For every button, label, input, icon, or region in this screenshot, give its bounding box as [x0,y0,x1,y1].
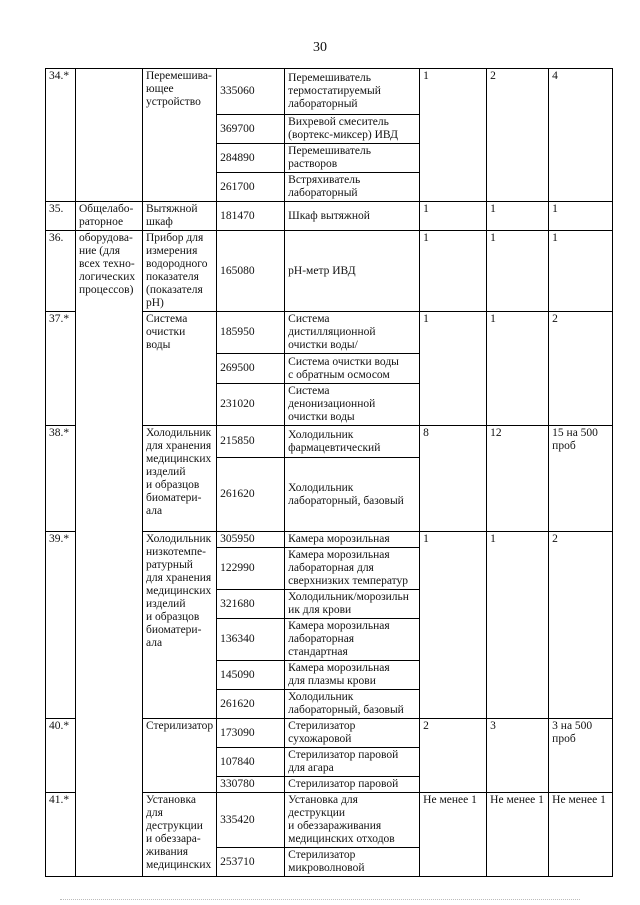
quantity-3: 15 на 500 проб [549,426,613,532]
quantity-3: 1 [549,231,613,312]
item-name: Стерилизатор паровой [285,777,420,793]
item-name: Вихревой смеситель (вортекс-миксер) ИВД [285,115,420,144]
equipment-table [45,68,613,877]
nkmi-code: 173090 [217,719,285,748]
nkmi-code: 181470 [217,202,285,231]
device-type: Установка для деструкции и обеззара- живания медицинских [143,793,217,877]
quantity-2: 1 [487,231,549,312]
item-name: Стерилизатор микроволновой [285,848,420,877]
nkmi-code: 253710 [217,848,285,877]
nkmi-code: 284890 [217,144,285,173]
quantity-1: 1 [420,312,487,426]
quantity-1: Не менее 1 [420,793,487,877]
quantity-3: 3 на 500 проб [549,719,613,793]
device-type: Стерилизатор [143,719,217,793]
table-row [46,202,613,231]
group-cell: Общелабо- раторное [76,202,143,231]
nkmi-code: 305950 [217,532,285,548]
quantity-1: 2 [420,719,487,793]
nkmi-code: 261620 [217,458,285,532]
group-cell [76,69,143,202]
nkmi-code: 335060 [217,69,285,115]
nkmi-code: 261620 [217,690,285,719]
item-name: Система очистки воды с обратным осмосом [285,354,420,384]
page-bottom-rule [60,899,580,900]
nkmi-code: 369700 [217,115,285,144]
nkmi-code: 335420 [217,793,285,848]
quantity-1: 1 [420,69,487,202]
item-name: Система дистилляционной очистки воды/ [285,312,420,354]
device-type: Перемешива- ющее устройство [143,69,217,202]
item-name: Система денонизационной очистки воды [285,384,420,426]
row-number: 41.* [46,793,76,877]
item-name: Камера морозильная лабораторная для сверхнизких температур [285,548,420,590]
item-name: Встряхиватель лабораторный [285,173,420,202]
quantity-1: 1 [420,532,487,719]
row-number: 39.* [46,532,76,719]
quantity-3: 1 [549,202,613,231]
quantity-1: 1 [420,231,487,312]
row-number: 40.* [46,719,76,793]
quantity-2: 1 [487,532,549,719]
device-type: Система очистки воды [143,312,217,426]
row-number: 35. [46,202,76,231]
item-name: Шкаф вытяжной [285,202,420,231]
item-name: Перемешиватель термостатируемый лабораторный [285,69,420,115]
quantity-2: 2 [487,69,549,202]
quantity-3: 4 [549,69,613,202]
nkmi-code: 165080 [217,231,285,312]
nkmi-code: 136340 [217,619,285,661]
nkmi-code: 145090 [217,661,285,690]
quantity-2: 1 [487,312,549,426]
item-name: Холодильник лабораторный, базовый [285,458,420,532]
item-name: Стерилизатор паровой для агара [285,748,420,777]
device-type: Холодильник низкотемпе- ратурный для хранения медицинских изделий и образцов биоматери- ала [143,532,217,719]
nkmi-code: 321680 [217,590,285,619]
item-name: Перемешиватель растворов [285,144,420,173]
quantity-2: 3 [487,719,549,793]
nkmi-code: 185950 [217,312,285,354]
row-number: 37.* [46,312,76,426]
nkmi-code: 231020 [217,384,285,426]
quantity-3: 2 [549,312,613,426]
device-type: Вытяжной шкаф [143,202,217,231]
quantity-1: 1 [420,202,487,231]
device-type: Холодильник для хранения медицинских изделий и образцов биоматери- ала [143,426,217,532]
quantity-2: 1 [487,202,549,231]
item-name: pH-метр ИВД [285,231,420,312]
quantity-2: 12 [487,426,549,532]
item-name: Установка для деструкции и обеззараживания медицинских отходов [285,793,420,848]
device-type: Прибор для измерения водородного показателя (показателя pH) [143,231,217,312]
item-name: Холодильник фармацевтический [285,426,420,458]
group-cell: оборудова- ние (для всех техно- логических процессов) [76,231,143,877]
row-number: 34.* [46,69,76,202]
item-name: Стерилизатор сухожаровой [285,719,420,748]
nkmi-code: 269500 [217,354,285,384]
table-row [46,231,613,312]
nkmi-code: 107840 [217,748,285,777]
row-number: 36. [46,231,76,312]
quantity-1: 8 [420,426,487,532]
row-number: 38.* [46,426,76,532]
page-number: 30 [313,40,327,55]
nkmi-code: 215850 [217,426,285,458]
quantity-3: Не менее 1 [549,793,613,877]
quantity-3: 2 [549,532,613,719]
item-name: Камера морозильная лабораторная стандартная [285,619,420,661]
nkmi-code: 330780 [217,777,285,793]
table-row [46,69,613,115]
nkmi-code: 122990 [217,548,285,590]
nkmi-code: 261700 [217,173,285,202]
item-name: Холодильник лабораторный, базовый [285,690,420,719]
item-name: Холодильник/морозильн ик для крови [285,590,420,619]
item-name: Камера морозильная [285,532,420,548]
item-name: Камера морозильная для плазмы крови [285,661,420,690]
quantity-2: Не менее 1 [487,793,549,877]
